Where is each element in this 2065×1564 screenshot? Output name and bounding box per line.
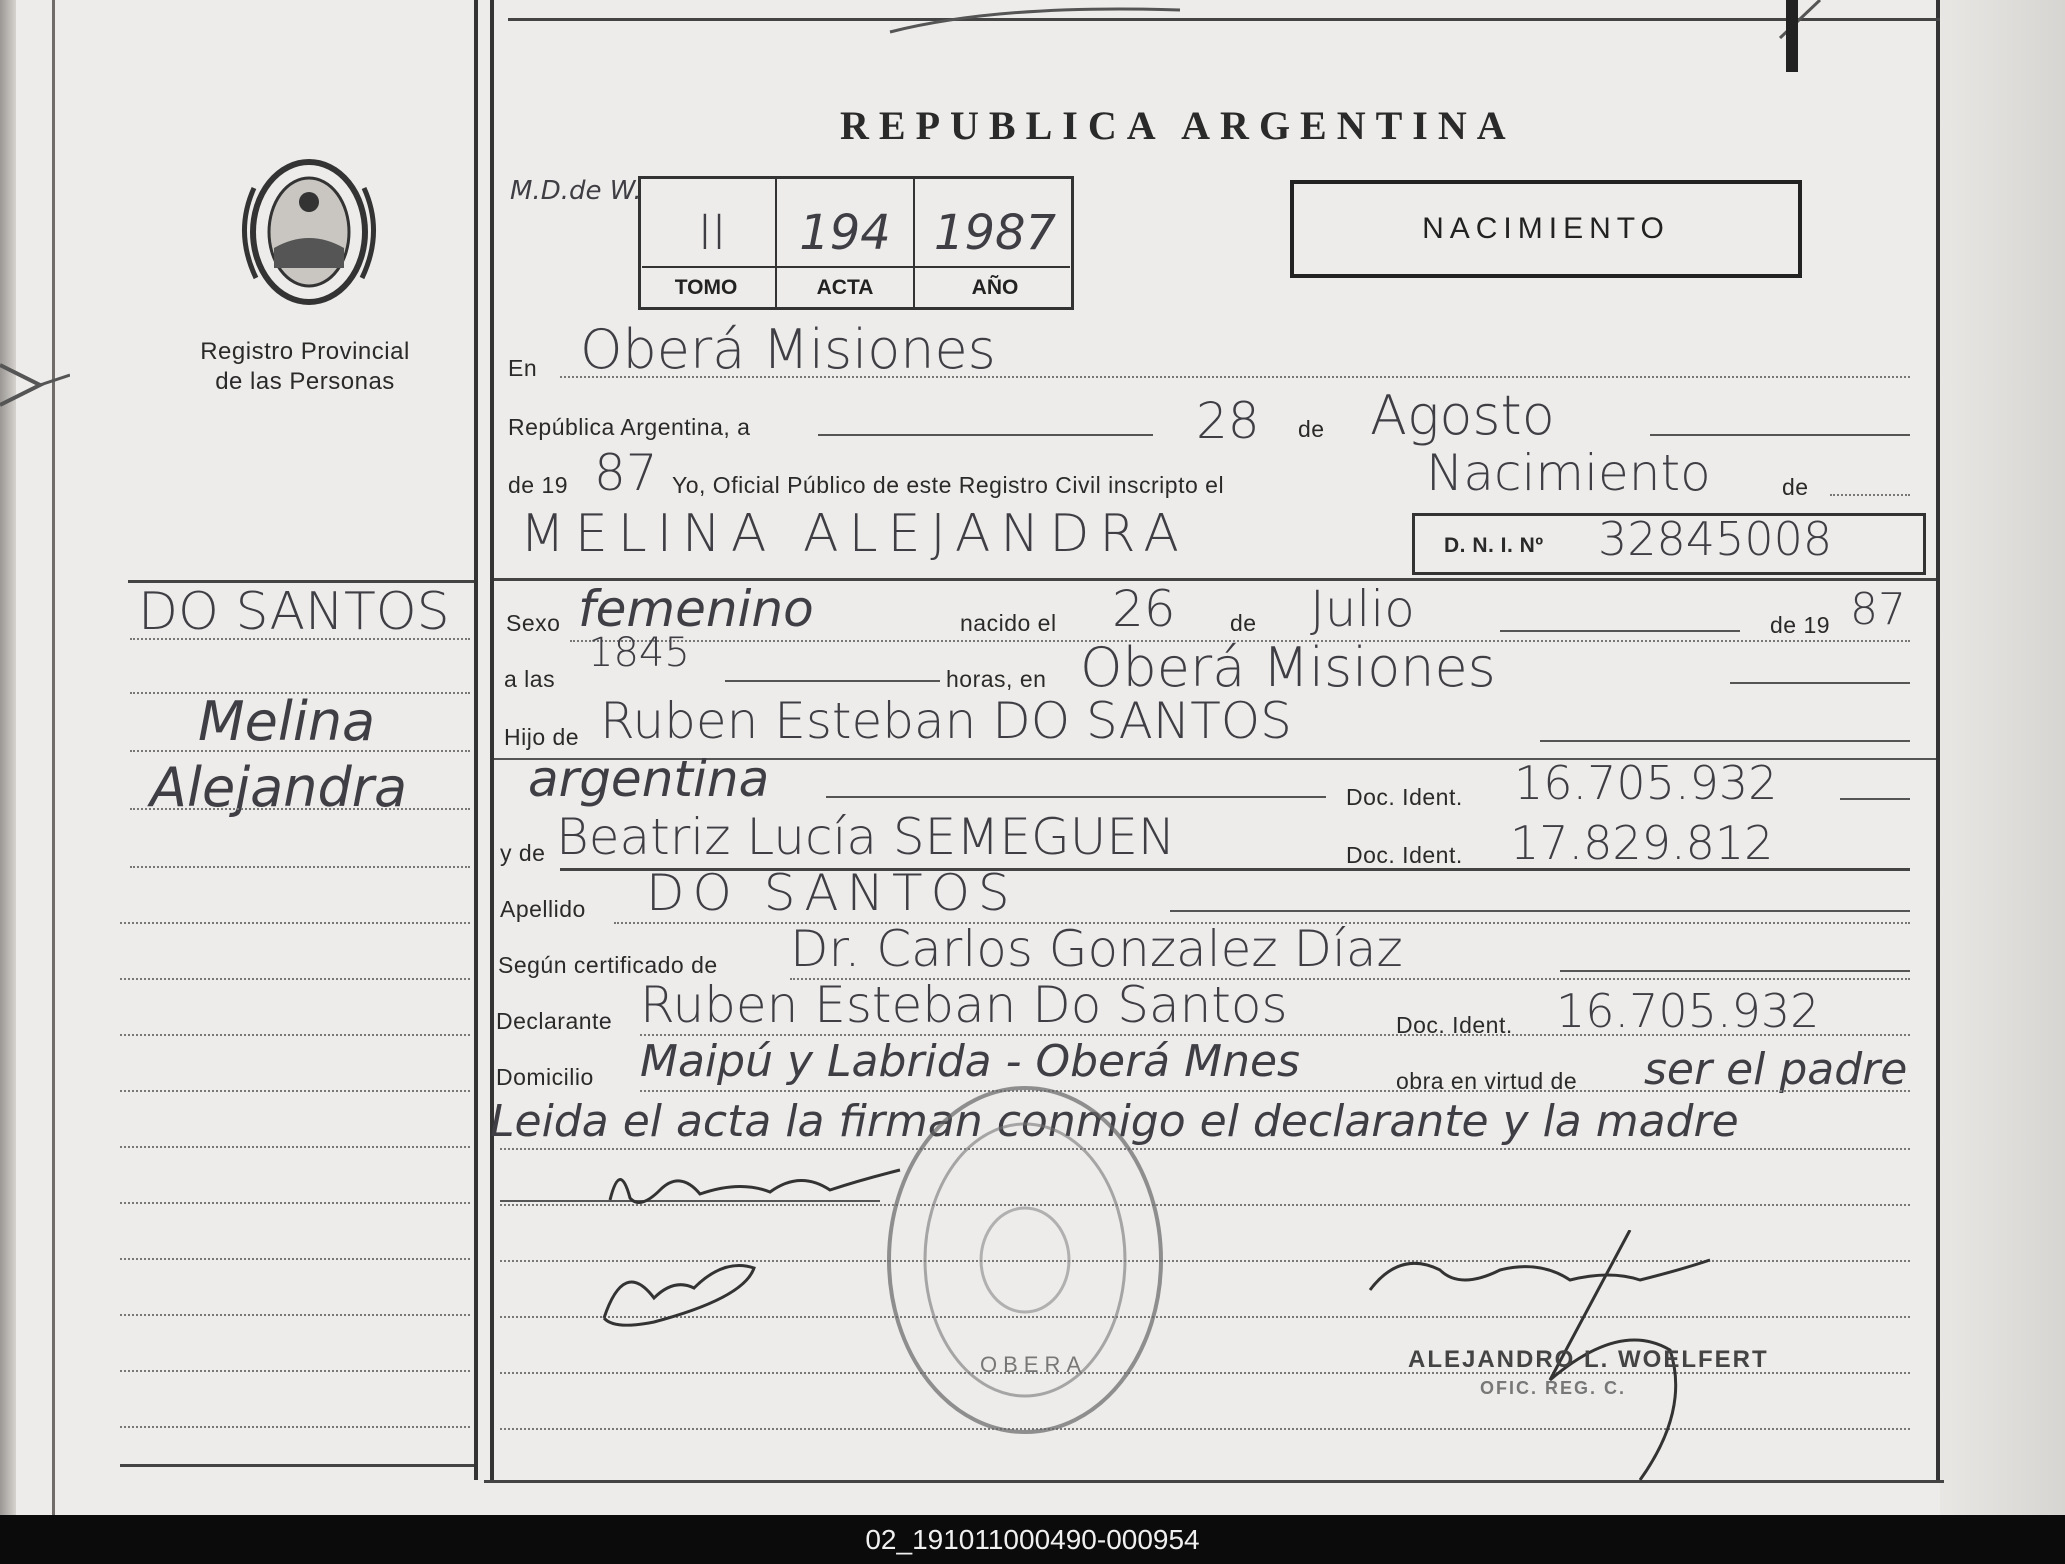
- right-page-margin: [1940, 0, 2065, 1515]
- domicilio-value: Maipú y Labrida - Oberá Mnes: [640, 1036, 1300, 1087]
- margin-dotted-line: [120, 1426, 470, 1428]
- official-stamp-name: ALEJANDRO L. WOELFERT: [1408, 1346, 1769, 1373]
- solid-line: [826, 796, 1326, 798]
- acta-box-separator: [775, 176, 777, 310]
- margin-dotted-line: [120, 1314, 470, 1316]
- horas-label: horas, en: [946, 666, 1047, 692]
- solid-line: [1650, 434, 1910, 436]
- child-full-name: MELINA ALEJANDRA: [520, 504, 1189, 564]
- tomo-value: II: [697, 205, 727, 261]
- official-stamp-title: OFIC. REG. C.: [1480, 1378, 1627, 1398]
- margin-dotted-line: [130, 638, 470, 640]
- mother-doc-value: 17.829.812: [1510, 816, 1774, 870]
- birth-year-suffix-value: 87: [1850, 584, 1906, 635]
- solid-line: [1170, 910, 1910, 912]
- previous-entry-signature: [880, 0, 1840, 40]
- obra-value: ser el padre: [1644, 1044, 1908, 1095]
- declarante-name-value: Ruben Esteban Do Santos: [640, 976, 1288, 1034]
- place-value: Oberá Misiones: [580, 318, 996, 381]
- margin-given-name-1: Melina: [198, 690, 376, 753]
- birth-day-value: 26: [1112, 580, 1176, 638]
- alas-label: a las: [504, 666, 556, 692]
- birth-time-value: 1845: [588, 630, 690, 676]
- acta-box-separator: [913, 176, 915, 310]
- solid-line: [1540, 740, 1910, 742]
- acta-label: ACTA: [816, 276, 874, 299]
- yde-label: y de: [500, 840, 546, 866]
- year-suffix-value: 87: [594, 444, 658, 502]
- declarante-doc-label: Doc. Ident.: [1396, 1012, 1513, 1038]
- segun-label: Según certificado de: [498, 952, 718, 978]
- dni-label: D. N. I. Nº: [1444, 534, 1544, 557]
- margin-dotted-line: [130, 692, 470, 694]
- solid-line: [1840, 798, 1910, 800]
- de-label: de: [1298, 416, 1325, 442]
- dni-value: 32845008: [1598, 512, 1833, 566]
- margin-dotted-line: [120, 1146, 470, 1148]
- dotted-line: [560, 376, 1910, 378]
- de-end-label: de: [1782, 474, 1809, 500]
- margin-dotted-line: [120, 1090, 470, 1092]
- solid-line: [1560, 970, 1910, 972]
- record-type-box: [1290, 180, 1802, 278]
- sexo-label: Sexo: [506, 610, 561, 636]
- solid-line: [725, 680, 940, 682]
- en-label: En: [508, 355, 538, 381]
- act-type-value: Nacimiento: [1426, 444, 1711, 502]
- day-value: 28: [1196, 392, 1260, 450]
- margin-dotted-line: [120, 1202, 470, 1204]
- margin-dotted-line: [130, 866, 470, 868]
- solid-line: [1730, 682, 1910, 684]
- solid-line: [818, 434, 1153, 436]
- margin-given-name-2: Alejandra: [150, 756, 408, 819]
- domicilio-label: Domicilio: [496, 1064, 594, 1090]
- declarante-signature: [600, 1150, 920, 1220]
- official-statement: Yo, Oficial Público de este Registro Civil inscripto el: [672, 472, 1225, 498]
- margin-dotted-line: [120, 1258, 470, 1260]
- margin-dotted-line: [120, 1034, 470, 1036]
- mdw-note: M.D.de W.: [510, 176, 642, 206]
- dotted-line: [640, 1090, 1910, 1092]
- binding-cord: [1786, 0, 1798, 72]
- form-left-border: [490, 0, 494, 1480]
- misiones-coat-of-arms-icon: [234, 148, 384, 316]
- margin-dotted-line: [120, 1370, 470, 1372]
- margin-dotted-line: [120, 922, 470, 924]
- file-id-bar: 02_191011000490-000954: [0, 1515, 2065, 1564]
- record-type-label: NACIMIENTO: [1422, 212, 1670, 245]
- birth-month-value: Julio: [1310, 580, 1415, 638]
- margin-dotted-line: [120, 978, 470, 980]
- acta-box-underline: [642, 266, 1070, 268]
- apellido-label: Apellido: [500, 896, 586, 922]
- mother-signature: [594, 1238, 764, 1338]
- declarante-doc-value: 16.705.932: [1556, 984, 1820, 1038]
- spine-line: [52, 0, 55, 1515]
- margin-dotted-line: [130, 750, 470, 752]
- father-doc-label: Doc. Ident.: [1346, 784, 1463, 810]
- form-right-border: [1936, 0, 1940, 1480]
- birth-de-label: de: [1230, 610, 1257, 636]
- margin-divider: [474, 0, 478, 1480]
- binding-stitch-icon: [0, 355, 70, 415]
- month-value: Agosto: [1370, 384, 1555, 447]
- mother-name-value: Beatriz Lucía SEMEGUEN: [556, 808, 1176, 866]
- birth-de19-label: de 19: [1770, 612, 1831, 638]
- nacido-label: nacido el: [960, 610, 1057, 636]
- de19-label: de 19: [508, 472, 569, 498]
- doctor-value: Dr. Carlos Gonzalez Díaz: [790, 920, 1403, 978]
- sexo-value: femenino: [578, 580, 814, 638]
- solid-line: [1500, 630, 1740, 632]
- book-binding: [0, 0, 16, 1515]
- obra-label: obra en virtud de: [1396, 1068, 1578, 1094]
- apellido-value: DO SANTOS: [646, 864, 1018, 922]
- margin-bottom-rule: [120, 1464, 476, 1467]
- declarante-label: Declarante: [496, 1008, 613, 1034]
- margin-surname: DO SANTOS: [138, 582, 450, 642]
- dotted-line: [1830, 494, 1910, 496]
- father-doc-value: 16.705.932: [1514, 756, 1778, 810]
- seal-city: OBERA: [980, 1352, 1088, 1377]
- tomo-label: TOMO: [674, 276, 738, 299]
- registry-name-line2: de las Personas: [215, 368, 395, 395]
- registry-seal-icon: [880, 1080, 1170, 1440]
- document-title: REPUBLICA ARGENTINA: [840, 103, 1516, 148]
- birth-place-value: Oberá Misiones: [1080, 636, 1496, 699]
- closing-statement: Leida el acta la firman conmigo el declarante y la madre: [490, 1096, 1739, 1147]
- father-name-value: Ruben Esteban DO SANTOS: [600, 692, 1292, 750]
- year-label: AÑO: [971, 276, 1019, 299]
- father-nationality-value: argentina: [528, 750, 770, 808]
- republica-label: República Argentina, a: [508, 414, 751, 440]
- hijo-label: Hijo de: [504, 724, 580, 750]
- registry-name-line1: Registro Provincial: [200, 338, 410, 365]
- acta-value: 194: [799, 205, 891, 261]
- year-value: 1987: [933, 205, 1057, 261]
- margin-dotted-line: [130, 808, 470, 810]
- mother-doc-label: Doc. Ident.: [1346, 842, 1463, 868]
